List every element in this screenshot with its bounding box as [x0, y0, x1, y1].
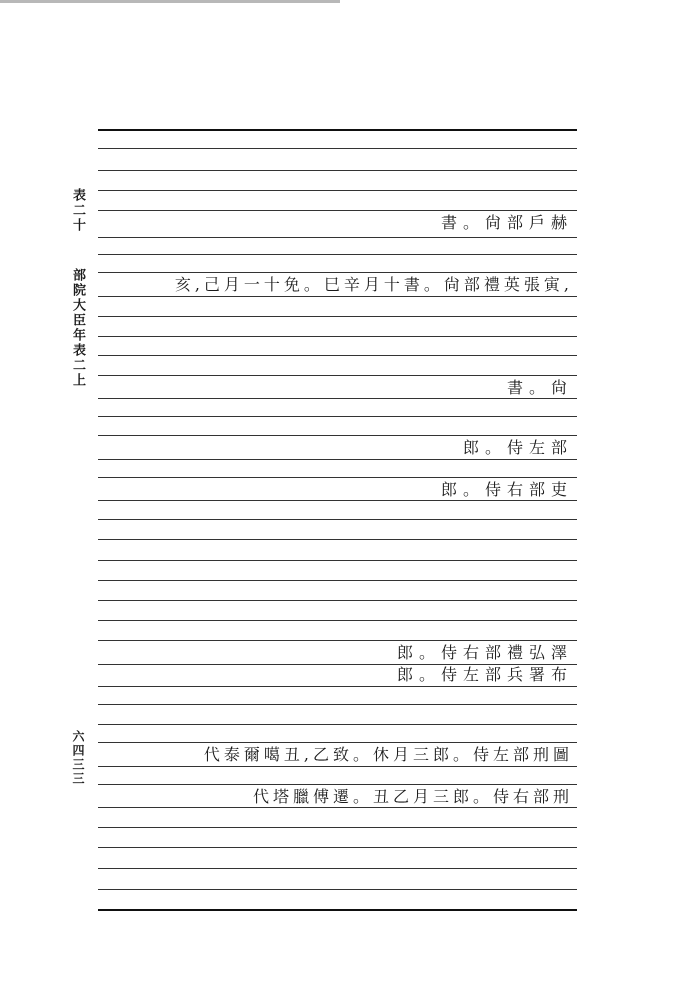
table-rule — [98, 477, 577, 478]
table-rule — [98, 148, 577, 149]
row-text: 書。尙部戶赫 — [440, 213, 573, 232]
table-rule — [98, 375, 577, 376]
row-text: 書。尙 — [506, 378, 573, 397]
margin-table-title: 部院大臣年表二上 — [70, 268, 85, 388]
table-rule — [98, 889, 577, 890]
margin-table-number: 表二十 — [70, 188, 85, 233]
table-bottom-rule — [98, 909, 577, 911]
table-rule — [98, 784, 577, 785]
margin-page-number: 六四三三 — [71, 730, 85, 786]
table-rule — [98, 807, 577, 808]
row-text: 郎。侍右部禮弘澤 — [396, 643, 573, 662]
row-text: 郎。侍右部吏 — [440, 480, 573, 499]
table-rule — [98, 580, 577, 581]
table-rule — [98, 620, 577, 621]
table-rule — [98, 435, 577, 436]
table-rule — [98, 500, 577, 501]
row-text: 郎。侍左部 — [462, 438, 573, 457]
ruled-table — [98, 0, 577, 1000]
table-rule — [98, 640, 577, 641]
table-rule — [98, 519, 577, 520]
table-rule — [98, 686, 577, 687]
table-rule — [98, 416, 577, 417]
table-rule — [98, 272, 577, 273]
table-rule — [98, 296, 577, 297]
table-rule — [98, 398, 577, 399]
table-rule — [98, 210, 577, 211]
table-rule — [98, 724, 577, 725]
table-rule — [98, 600, 577, 601]
table-rule — [98, 316, 577, 317]
table-rule — [98, 355, 577, 356]
table-rule — [98, 539, 577, 540]
table-rule — [98, 190, 577, 191]
table-rule — [98, 847, 577, 848]
row-text: 代泰爾噶丑,乙致。休月三郎。侍左部刑圖 — [203, 745, 573, 764]
row-text: 代塔臘傅遷。丑乙月三郎。侍右部刑 — [252, 787, 573, 806]
table-top-rule — [98, 129, 577, 131]
table-rule — [98, 237, 577, 238]
table-rule — [98, 742, 577, 743]
row-text: 郎。侍左部兵署布 — [396, 665, 573, 684]
table-rule — [98, 170, 577, 171]
table-rule — [98, 704, 577, 705]
table-rule — [98, 868, 577, 869]
table-rule — [98, 827, 577, 828]
table-rule — [98, 560, 577, 561]
table-rule — [98, 254, 577, 255]
row-text: 亥,己月一十免。巳辛月十書。尙部禮英張寅, — [174, 275, 573, 294]
table-rule — [98, 336, 577, 337]
table-rule — [98, 766, 577, 767]
table-rule — [98, 459, 577, 460]
